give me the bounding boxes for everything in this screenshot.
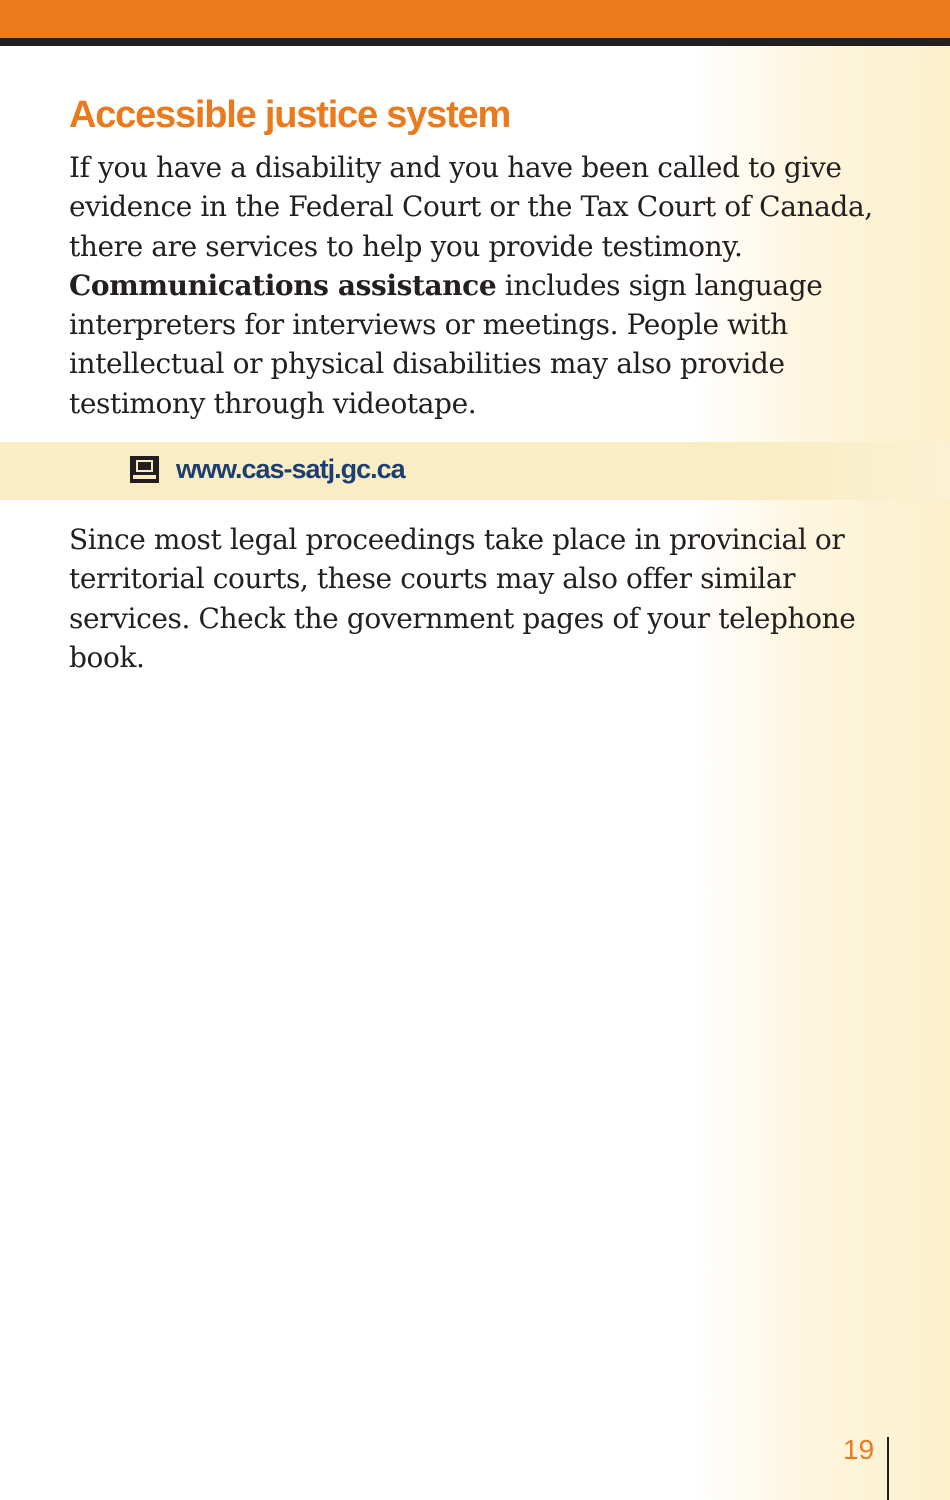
top-rule <box>0 38 950 46</box>
paragraph-text: If you have a disability and you have been called to give evidence in the Federal Court or the Tax Court of Canada, there are services to help you provide testimony. <box>69 151 873 263</box>
page-number-rule <box>887 1437 889 1500</box>
website-link[interactable]: www.cas-satj.gc.ca <box>176 454 405 484</box>
paragraph-provincial-courts: Since most legal proceedings take place in provincial or territorial courts, these courts may also offer similar services. Check the government pages of your telephone book. <box>69 523 856 674</box>
page-number: 19 <box>843 1434 875 1465</box>
website-link-band <box>0 442 950 500</box>
section-heading: Accessible justice system <box>69 94 511 136</box>
top-color-band <box>0 0 950 38</box>
computer-icon <box>130 456 159 483</box>
emphasis-communications-assistance: Communications assistance <box>69 268 497 302</box>
paragraph-disability-services <box>69 148 889 423</box>
paragraph-text-continued: includes sign language interpreters for interviews or meetings. People with intellectual or physical disabilities may also provide testimony through videotape. <box>69 268 823 420</box>
